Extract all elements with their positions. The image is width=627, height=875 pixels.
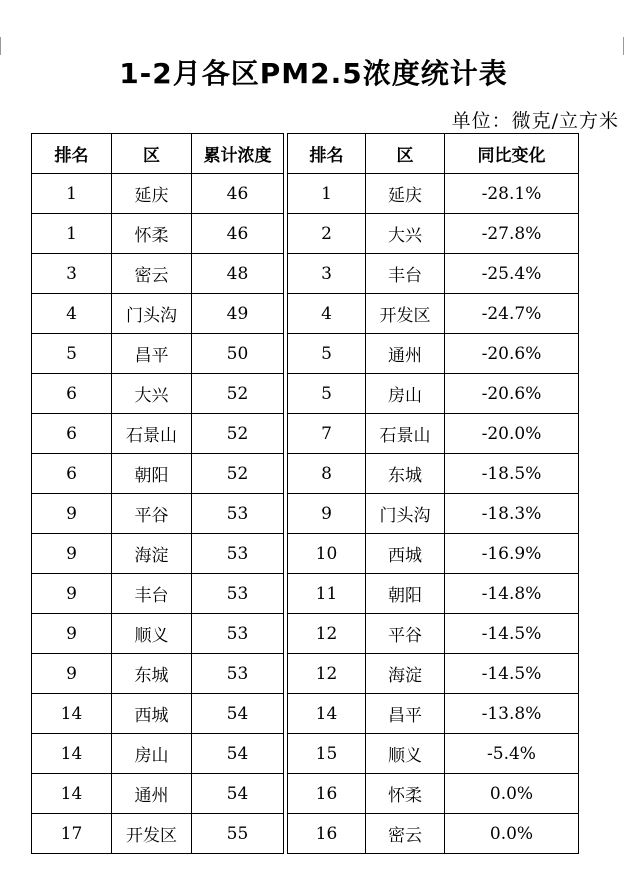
rank-cell: 14 (32, 694, 112, 734)
table-row (288, 574, 579, 614)
header-rank: 排名 (288, 134, 366, 174)
rank-cell: 9 (32, 614, 112, 654)
table-row (32, 614, 284, 654)
district-cell: 门头沟 (112, 294, 192, 334)
district-cell: 房山 (112, 734, 192, 774)
concentration-cell: 52 (192, 414, 284, 454)
rank-cell: 6 (32, 414, 112, 454)
district-cell: 石景山 (366, 414, 445, 454)
rank-cell: 5 (288, 334, 366, 374)
table-row (32, 774, 284, 814)
district-cell: 丰台 (366, 254, 445, 294)
rank-cell: 2 (288, 214, 366, 254)
table-row (288, 534, 579, 574)
page-title: 1-2月各区PM2.5浓度统计表 (119, 57, 508, 90)
yoy-change-cell: 0.0% (445, 814, 579, 854)
rank-cell: 16 (288, 814, 366, 854)
table-row (32, 334, 284, 374)
yoy-change-cell: -5.4% (445, 734, 579, 774)
concentration-cell: 54 (192, 734, 284, 774)
rank-cell: 14 (288, 694, 366, 734)
rank-cell: 3 (288, 254, 366, 294)
concentration-cell: 52 (192, 374, 284, 414)
concentration-cell: 49 (192, 294, 284, 334)
yoy-change-cell: -24.7% (445, 294, 579, 334)
unit-label: 单位：微克/立方米 (451, 110, 619, 132)
district-cell: 顺义 (366, 734, 445, 774)
district-cell: 延庆 (112, 174, 192, 214)
district-cell: 通州 (112, 774, 192, 814)
header-rank: 排名 (32, 134, 112, 174)
change-table (287, 133, 579, 854)
rank-cell: 3 (32, 254, 112, 294)
yoy-change-cell: -14.8% (445, 574, 579, 614)
rank-cell: 9 (32, 654, 112, 694)
rank-cell: 5 (288, 374, 366, 414)
district-cell: 平谷 (366, 614, 445, 654)
district-cell: 丰台 (112, 574, 192, 614)
table-row (288, 214, 579, 254)
table-row (32, 374, 284, 414)
rank-cell: 6 (32, 454, 112, 494)
table-row (288, 414, 579, 454)
rank-cell: 14 (32, 734, 112, 774)
rank-cell: 10 (288, 534, 366, 574)
rank-cell: 15 (288, 734, 366, 774)
concentration-cell: 46 (192, 214, 284, 254)
yoy-change-cell: -14.5% (445, 614, 579, 654)
table-row (32, 494, 284, 534)
district-cell: 平谷 (112, 494, 192, 534)
table-row (288, 774, 579, 814)
concentration-cell: 55 (192, 814, 284, 854)
table-row (288, 614, 579, 654)
district-cell: 东城 (112, 654, 192, 694)
rank-cell: 12 (288, 654, 366, 694)
yoy-change-cell: -28.1% (445, 174, 579, 214)
table-row (32, 254, 284, 294)
district-cell: 开发区 (366, 294, 445, 334)
rank-cell: 1 (32, 174, 112, 214)
yoy-change-cell: -16.9% (445, 534, 579, 574)
table-row (288, 734, 579, 774)
table-row (288, 334, 579, 374)
district-cell: 石景山 (112, 414, 192, 454)
district-cell: 海淀 (112, 534, 192, 574)
yoy-change-cell: 0.0% (445, 774, 579, 814)
table-row (32, 654, 284, 694)
yoy-change-cell: -25.4% (445, 254, 579, 294)
district-cell: 大兴 (366, 214, 445, 254)
table-row (288, 174, 579, 214)
concentration-cell: 54 (192, 694, 284, 734)
district-cell: 延庆 (366, 174, 445, 214)
table-row (32, 414, 284, 454)
district-cell: 西城 (366, 534, 445, 574)
yoy-change-cell: -18.3% (445, 494, 579, 534)
table-row (32, 574, 284, 614)
district-cell: 朝阳 (366, 574, 445, 614)
table-row (32, 294, 284, 334)
table-row (288, 814, 579, 854)
district-cell: 西城 (112, 694, 192, 734)
rank-cell: 12 (288, 614, 366, 654)
rank-cell: 4 (32, 294, 112, 334)
rank-cell: 17 (32, 814, 112, 854)
table-row (288, 254, 579, 294)
district-cell: 通州 (366, 334, 445, 374)
rank-cell: 7 (288, 414, 366, 454)
table-row (32, 534, 284, 574)
district-cell: 大兴 (112, 374, 192, 414)
yoy-change-cell: -20.0% (445, 414, 579, 454)
yoy-change-cell: -27.8% (445, 214, 579, 254)
district-cell: 朝阳 (112, 454, 192, 494)
rank-cell: 5 (32, 334, 112, 374)
yoy-change-cell: -20.6% (445, 374, 579, 414)
concentration-cell: 53 (192, 574, 284, 614)
rank-cell: 1 (288, 174, 366, 214)
district-cell: 门头沟 (366, 494, 445, 534)
table-row (32, 694, 284, 734)
rank-cell: 14 (32, 774, 112, 814)
concentration-cell: 48 (192, 254, 284, 294)
concentration-cell: 54 (192, 774, 284, 814)
yoy-change-cell: -14.5% (445, 654, 579, 694)
tables-container (31, 133, 579, 854)
table-row (32, 174, 284, 214)
concentration-table (31, 133, 284, 854)
rank-cell: 16 (288, 774, 366, 814)
district-cell: 昌平 (112, 334, 192, 374)
table-row (288, 694, 579, 734)
district-cell: 房山 (366, 374, 445, 414)
concentration-cell: 52 (192, 454, 284, 494)
rank-cell: 9 (32, 494, 112, 534)
rank-cell: 1 (32, 214, 112, 254)
yoy-change-cell: -20.6% (445, 334, 579, 374)
rank-cell: 9 (32, 574, 112, 614)
district-cell: 东城 (366, 454, 445, 494)
concentration-cell: 50 (192, 334, 284, 374)
yoy-change-cell: -13.8% (445, 694, 579, 734)
rank-cell: 4 (288, 294, 366, 334)
table-row (288, 454, 579, 494)
header-row (288, 134, 579, 174)
concentration-cell: 53 (192, 534, 284, 574)
district-cell: 开发区 (112, 814, 192, 854)
district-cell: 顺义 (112, 614, 192, 654)
header-concentration: 累计浓度 (192, 134, 284, 174)
table-row (288, 374, 579, 414)
header-row (32, 134, 284, 174)
concentration-cell: 53 (192, 494, 284, 534)
rank-cell: 9 (32, 534, 112, 574)
district-cell: 密云 (112, 254, 192, 294)
concentration-cell: 53 (192, 654, 284, 694)
header-district: 区 (366, 134, 445, 174)
table-row (32, 214, 284, 254)
district-cell: 海淀 (366, 654, 445, 694)
rank-cell: 8 (288, 454, 366, 494)
district-cell: 怀柔 (366, 774, 445, 814)
rank-cell: 6 (32, 374, 112, 414)
table-row (288, 494, 579, 534)
yoy-change-cell: -18.5% (445, 454, 579, 494)
header-yoy-change: 同比变化 (445, 134, 579, 174)
rank-cell: 11 (288, 574, 366, 614)
table-row (32, 454, 284, 494)
concentration-cell: 46 (192, 174, 284, 214)
table-row (288, 654, 579, 694)
table-row (32, 734, 284, 774)
table-row (32, 814, 284, 854)
concentration-cell: 53 (192, 614, 284, 654)
header-district: 区 (112, 134, 192, 174)
district-cell: 怀柔 (112, 214, 192, 254)
district-cell: 昌平 (366, 694, 445, 734)
rank-cell: 9 (288, 494, 366, 534)
table-row (288, 294, 579, 334)
district-cell: 密云 (366, 814, 445, 854)
